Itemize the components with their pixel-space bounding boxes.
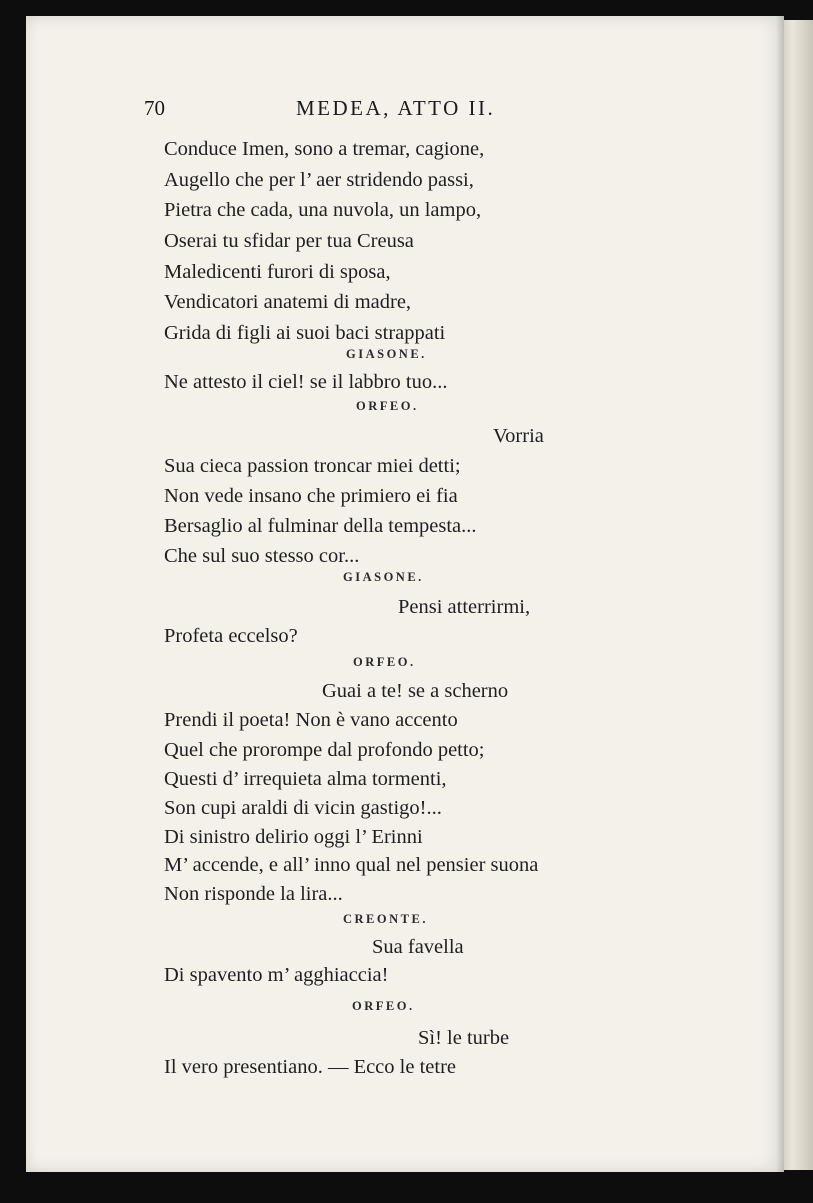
speaker-name: ORFEO. [352, 999, 415, 1013]
verse-line: Di sinistro delirio oggi l’ Erinni [164, 826, 423, 848]
speaker-name: GIASONE. [343, 570, 424, 584]
verse-line: Pietra che cada, una nuvola, un lampo, [164, 199, 482, 221]
speaker-name: ORFEO. [356, 399, 419, 413]
verse-line: Che sul suo stesso cor... [164, 545, 360, 567]
speaker-name: CREONTE. [343, 912, 428, 926]
verse-line: Grida di figli ai suoi baci strappati [164, 322, 446, 344]
verse-line: Questi d’ irrequieta alma tormenti, [164, 768, 447, 790]
verse-line: Vorria [493, 425, 544, 447]
verse-line: Non risponde la lira... [164, 883, 343, 905]
verse-line: Sua favella [372, 936, 464, 958]
verse-line: Bersaglio al fulminar della tempesta... [164, 515, 477, 537]
page-number: 70 [144, 96, 165, 120]
verse-line: Sì! le turbe [418, 1027, 510, 1049]
verse-line: M’ accende, e all’ inno qual nel pensier suona [164, 854, 539, 876]
verse-line: Pensi atterrirmi, [398, 596, 531, 618]
running-header [142, 96, 522, 122]
verse-line: Oserai tu sfidar per tua Creusa [164, 230, 414, 252]
facing-page-edge [784, 20, 813, 1170]
verse-line: Vendicatori anatemi di madre, [164, 291, 412, 313]
verse-line: Guai a te! se a scherno [322, 680, 509, 702]
verse-line: Ne attesto il ciel! se il labbro tuo... [164, 371, 448, 393]
verse-line: Profeta eccelso? [164, 625, 298, 647]
running-title: MEDEA, ATTO II. [296, 96, 496, 120]
verse-line: Conduce Imen, sono a tremar, cagione, [164, 138, 485, 160]
verse-line: Quel che prorompe dal profondo petto; [164, 739, 485, 761]
verse-line: Maledicenti furori di sposa, [164, 261, 391, 283]
verse-line: Sua cieca passion troncar miei detti; [164, 455, 461, 477]
verse-line: Augello che per l’ aer stridendo passi, [164, 169, 474, 191]
speaker-name: GIASONE. [346, 347, 427, 361]
verse-line: Non vede insano che primiero ei fia [164, 485, 458, 507]
verse-line: Il vero presentiano. — Ecco le tetre [164, 1056, 456, 1078]
speaker-name: ORFEO. [353, 655, 416, 669]
verse-line: Son cupi araldi di vicin gastigo!... [164, 797, 442, 819]
verse-line: Prendi il poeta! Non è vano accento [164, 709, 458, 731]
verse-line: Di spavento m’ agghiaccia! [164, 964, 389, 986]
